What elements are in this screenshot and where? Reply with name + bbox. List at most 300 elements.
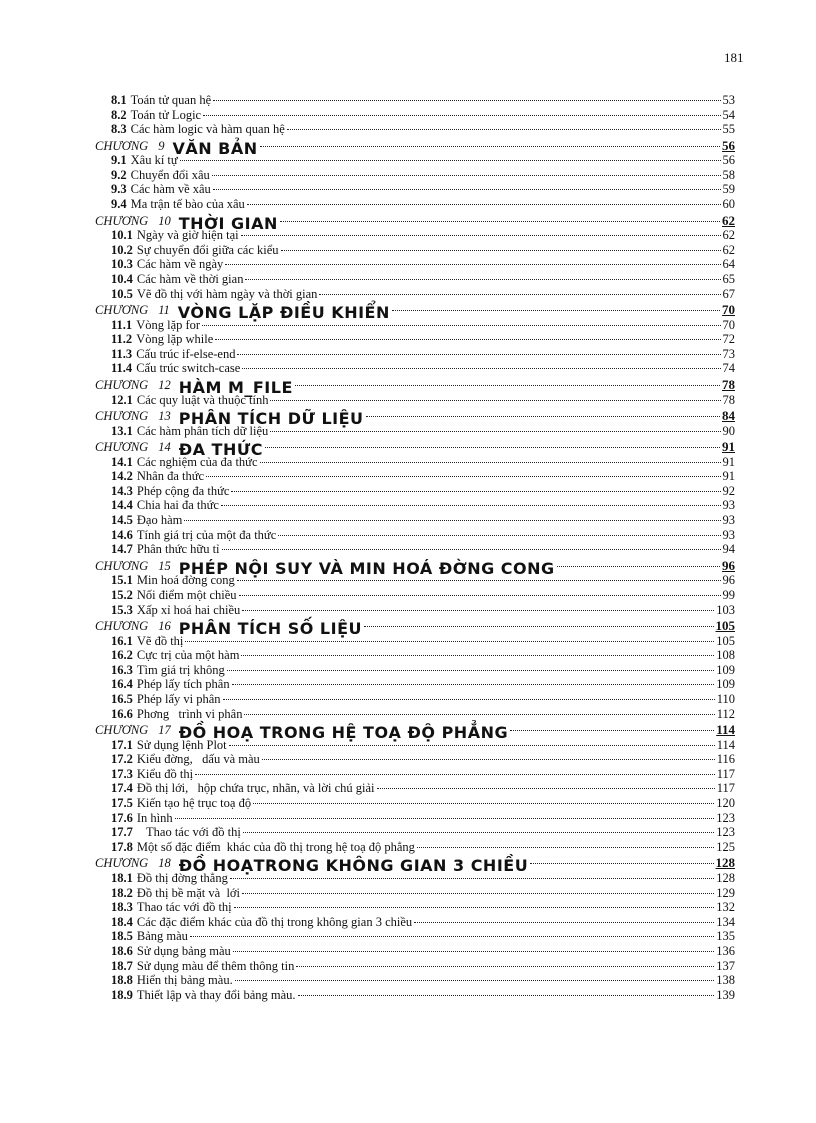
entry-number: 17.4 [111,781,133,796]
entry-heading [111,915,412,930]
toc-entry-row[interactable] [95,108,735,123]
entry-title: Đồ thị lới, hộp chứa trục, nhãn, và lời chú giải [136,781,375,796]
dot-leader [366,416,720,417]
page-ref: 128 [716,870,735,885]
dot-leader [245,279,720,280]
entry-number: 8.1 [111,93,127,107]
entry-number: 18.1 [111,870,133,885]
dot-leader [319,294,720,295]
entry-number: 18.4 [111,914,133,929]
page-ref: 105 [715,618,735,634]
chapter-title: THỜI GIAN [178,213,278,233]
dot-leader [237,580,721,581]
chapter-heading [95,138,258,158]
entry-heading [111,988,296,1003]
page-ref: 78 [722,392,735,407]
page-ref: 84 [722,408,735,424]
entry-heading [111,959,294,974]
chapter-label: CHƯƠNG [95,558,149,573]
page-number: 181 [724,50,744,65]
entry-title: Toán tử quan hệ [130,93,212,107]
toc-entry-row[interactable] [95,915,735,930]
dot-leader [231,491,720,492]
toc-entry-row[interactable] [95,93,735,108]
entry-number: 8.3 [111,122,127,137]
chapter-number: 17 [158,723,171,738]
page-ref: 58 [722,167,735,182]
entry-number: 16.1 [111,633,133,648]
toc-entry-row[interactable] [95,498,735,513]
entry-title: Kiến tạo hệ trục toạ độ [136,796,252,811]
entry-heading [111,634,183,649]
page-ref: 94 [722,542,735,557]
entry-title: Phép lấy vi phân [136,692,221,706]
dot-leader [280,221,720,222]
chapter-label: CHƯƠNG [95,619,149,634]
dot-leader [243,832,714,833]
page-ref: 96 [722,573,735,588]
page-ref: 78 [722,377,735,392]
page-ref: 65 [722,271,735,286]
chapter-number: 10 [158,213,171,228]
chapter-number: 13 [158,409,171,424]
entry-heading [111,900,232,915]
dot-leader [195,774,715,775]
toc-entry-row[interactable] [95,484,735,499]
entry-number: 16.2 [111,648,133,663]
toc-entry-row[interactable] [95,588,735,603]
entry-number: 10.2 [111,242,133,257]
dot-leader [241,655,714,656]
chapter-label: CHƯƠNG [95,723,149,738]
entry-title: Nối điểm một chiều [136,587,237,602]
entry-title: Phép cộng đa thức [136,483,230,498]
page-ref: 123 [716,825,735,840]
dot-leader [364,626,714,627]
toc-chapter-row[interactable] [95,302,735,323]
dot-leader [241,235,721,236]
dot-leader [414,922,714,923]
toc-chapter-row[interactable] [95,439,735,460]
entry-number: 9.3 [111,182,127,197]
dot-leader [281,250,721,251]
dot-leader [260,146,720,147]
entry-number: 14.1 [111,454,133,469]
toc-entry-row[interactable] [95,182,735,197]
toc-chapter-row[interactable] [95,408,735,429]
entry-title: Nhân đa thức [136,469,205,484]
entry-number: 9.2 [111,167,127,182]
page-ref: 92 [722,483,735,498]
entry-title: Cấu trúc if-else-end [136,346,236,361]
entry-number: 17.5 [111,796,133,811]
page-ref: 70 [722,317,735,332]
entry-heading [111,361,240,376]
page-ref: 112 [716,706,735,721]
page-ref: 109 [716,662,735,677]
toc-entry-row[interactable] [95,752,735,767]
entry-heading [111,752,260,767]
toc-entry-row[interactable] [95,692,735,707]
page-ref: 93 [722,498,735,513]
page-ref: 105 [716,633,735,648]
entry-heading [111,944,231,959]
chapter-label: CHƯƠNG [95,138,149,153]
entry-title: Xâu kí tự [130,153,178,168]
chapter-heading [95,618,362,639]
chapter-title: PHÂN TÍCH DỮ LIỆU [178,409,364,429]
toc-entry-row[interactable] [95,168,735,183]
dot-leader [190,936,714,937]
page-ref: 90 [722,423,735,438]
dot-leader [221,505,721,506]
toc-entry-row[interactable] [95,796,735,811]
toc-entry-row[interactable] [95,648,735,663]
toc-entry-row[interactable] [95,347,735,362]
entry-number: 10.5 [111,286,133,301]
page-ref: 70 [722,302,735,318]
chapter-number: 16 [158,619,171,634]
dot-leader [185,641,714,642]
entry-number: 15.2 [111,587,133,602]
page-ref: 62 [722,228,735,243]
toc-entry-row[interactable] [95,886,735,901]
chapter-heading [95,439,263,460]
entry-title: Các nghiệm của đa thức [136,454,258,469]
page-ref: 64 [722,257,735,272]
entry-number: 10.3 [111,257,133,272]
dot-leader [530,863,713,864]
entry-title: Chia hai đa thức [136,498,219,513]
entry-title: Đồ thị đờng thẳng [136,870,228,885]
entry-title: Sử dụng bảng màu [136,943,231,958]
page-ref: 134 [716,914,735,929]
entry-title: Cấu trúc switch-case [136,361,241,376]
entry-number: 17.8 [111,839,133,854]
entry-title: Các hàm logic và hàm quan hệ [130,122,285,137]
page-ref: 138 [716,973,735,988]
page-ref: 114 [716,737,735,752]
chapter-title: HÀM M_FILE [178,378,293,397]
toc-entry-row[interactable] [95,469,735,484]
dot-leader [417,847,714,848]
page-ref: 73 [722,346,735,361]
toc-chapter-row[interactable] [95,557,735,578]
toc-chapter-row[interactable] [95,137,735,158]
page-ref: 137 [716,958,735,973]
entry-title: Tìm giá trị không [136,662,225,677]
chapter-number: 9 [158,138,165,153]
entry-number: 16.4 [111,677,133,692]
entry-heading [111,767,193,782]
entry-title: Các đặc điểm khác của đồ thị trong không gian 3 chiều [136,914,413,929]
dot-leader [235,980,715,981]
entry-heading [111,257,223,272]
page-ref: 72 [722,332,735,347]
toc-chapter-row[interactable] [95,377,735,397]
chapter-number: 15 [158,558,171,573]
toc-chapter-row[interactable] [95,618,735,639]
entry-title: Toán tử Logic [130,107,202,122]
toc-entry-row[interactable] [95,603,735,618]
entry-number: 18.6 [111,943,133,958]
entry-title: Các hàm về xâu [130,182,211,197]
entry-number: 9.1 [111,153,127,168]
toc-entry-row[interactable] [95,677,735,692]
entry-heading [111,498,219,513]
toc-chapter-row[interactable] [95,212,735,233]
toc-chapter-row[interactable] [95,722,735,743]
entry-heading [111,886,240,901]
dot-leader [232,684,715,685]
toc-entry-row[interactable] [95,811,735,826]
dot-leader [244,714,714,715]
entry-title: Các quy luật và thuộc tính [136,392,269,407]
dot-leader [270,431,720,432]
entry-title: Phép lấy tích phân [136,677,230,692]
page-ref: 93 [722,527,735,542]
entry-title: Chuyển đổi xâu [130,167,210,182]
toc-entry-row[interactable] [95,272,735,287]
entry-heading [111,108,201,123]
entry-heading [111,811,173,826]
page-ref: 91 [722,454,735,469]
dot-leader [230,878,714,879]
toc-entry-row[interactable] [95,973,735,988]
page-ref: 93 [722,513,735,528]
toc-entry-row[interactable] [95,988,735,1003]
entry-number: 18.5 [111,929,133,944]
page-ref: 67 [722,286,735,301]
toc-entry-row[interactable] [95,825,735,840]
dot-leader [215,339,720,340]
page-ref: 96 [722,557,735,573]
page-ref: 56 [722,137,735,153]
page-ref: 136 [716,943,735,958]
entry-title: Sử dụng lệnh Plot [136,737,227,752]
toc-entry-row[interactable] [95,287,735,302]
page-ref: 110 [716,692,735,706]
entry-heading [111,677,230,692]
dot-leader [239,595,721,596]
entry-title: Sử dụng màu để thêm thông tin [136,958,295,973]
dot-leader [213,100,720,101]
page-ref: 91 [722,439,735,455]
entry-number: 11.3 [111,346,133,361]
dot-leader [510,730,714,731]
entry-title: Cực trị của một hàm [136,648,240,663]
dot-leader [253,803,714,804]
dot-leader [265,447,720,448]
entry-heading [111,168,210,183]
dot-leader [270,400,720,401]
chapter-heading [95,213,278,233]
entry-number: 18.8 [111,973,133,988]
entry-heading [111,781,375,796]
toc-entry-row[interactable] [95,528,735,543]
page-ref: 139 [716,987,735,1002]
toc-entry-row[interactable] [95,361,735,376]
dot-leader [242,368,720,369]
dot-leader [233,951,714,952]
dot-leader [180,160,721,161]
page-ref: 129 [716,885,735,900]
page-ref: 103 [716,602,735,617]
entry-number: 17.7 [111,825,133,840]
entry-heading [111,197,245,212]
toc-entry-row[interactable] [95,781,735,796]
chapter-number: 18 [158,856,171,871]
entry-number: 13.1 [111,423,133,438]
chapter-title: PHÂN TÍCH SỐ LIỆU [178,619,362,639]
entry-heading [111,796,251,811]
dot-leader [287,129,721,130]
entry-title: Sự chuyển đổi giữa các kiểu [136,242,279,257]
page-ref: 117 [716,766,735,781]
entry-heading [111,272,243,287]
entry-number: 16.6 [111,706,133,721]
entry-title: Xấp xỉ hoá hai chiều [136,602,241,617]
page-ref: 53 [722,93,735,107]
dot-leader [296,966,714,967]
dot-leader [295,385,720,386]
entry-number: 14.6 [111,527,133,542]
entry-number: 8.2 [111,107,127,122]
page-ref: 91 [722,469,735,484]
toc-entry-row[interactable] [95,944,735,959]
entry-number: 17.2 [111,752,133,767]
entry-number: 18.2 [111,885,133,900]
dot-leader [392,310,720,311]
entry-heading [111,588,237,603]
dot-leader [175,818,715,819]
page-ref: 135 [716,929,735,944]
page-ref: 59 [722,182,735,197]
entry-number: 18.3 [111,900,133,915]
chapter-number: 11 [158,303,170,318]
toc-entry-row[interactable] [95,663,735,678]
entry-title: Phơng trình vi phân [136,706,243,721]
toc-entry-row[interactable] [95,257,735,272]
toc-chapter-row[interactable] [95,855,735,876]
page-ref: 108 [716,648,735,663]
chapter-title: ĐỒ HOẠ TRONG HỆ TOẠ ĐỘ PHẲNG [178,723,509,743]
page-ref: 128 [715,855,735,871]
entry-title: Vòng lặp while [136,332,214,347]
entry-heading [111,692,221,707]
entry-heading [111,243,279,258]
entry-title: Các hàm về ngày [136,257,224,272]
page-ref: 116 [716,752,735,767]
entry-heading [111,93,211,108]
entry-heading [111,929,188,944]
toc-entry-row[interactable] [95,513,735,528]
table-of-contents [95,93,735,1002]
dot-leader [212,175,721,176]
toc-entry-row[interactable] [95,542,735,557]
page-ref: 55 [722,122,735,137]
page-ref: 117 [716,781,735,796]
dot-leader [206,476,720,477]
chapter-label: CHƯƠNG [95,303,149,318]
entry-number: 17.6 [111,810,133,825]
page-ref: 60 [722,197,735,212]
entry-heading [111,484,229,499]
dot-leader [222,549,721,550]
page-ref: 125 [716,839,735,854]
entry-title: Đạo hàm [136,513,183,528]
entry-number: 14.7 [111,542,133,557]
toc-entry-row[interactable] [95,243,735,258]
toc-entry-row[interactable] [95,929,735,944]
entry-title: Kiểu đờng, dấu và màu [136,752,260,767]
toc-entry-row[interactable] [95,767,735,782]
toc-entry-row[interactable] [95,840,735,855]
chapter-label: CHƯƠNG [95,409,149,424]
toc-entry-row[interactable] [95,900,735,915]
entry-title: Phân thức hữu tỉ [136,542,220,557]
chapter-title: VĂN BẢN [172,138,258,158]
entry-title: Các hàm phân tích dữ liệu [136,423,269,438]
toc-entry-row[interactable] [95,332,735,347]
entry-number: 10.4 [111,271,133,286]
toc-entry-row[interactable] [95,959,735,974]
entry-number: 11.2 [111,332,133,347]
dot-leader [298,995,715,996]
page-ref: 62 [722,242,735,257]
entry-heading [111,287,317,302]
entry-title: Các hàm về thời gian [136,271,244,286]
entry-title: Ma trận tế bào của xâu [130,197,245,212]
toc-entry-row[interactable] [95,707,735,722]
entry-number: 16.3 [111,662,133,677]
entry-heading [111,825,241,840]
dot-leader [202,325,720,326]
page-ref: 74 [722,361,735,376]
chapter-label: CHƯƠNG [95,440,149,455]
dot-leader [213,189,721,190]
entry-heading [111,707,242,722]
toc-entry-row[interactable] [95,122,735,137]
entry-title: Vẽ đồ thị [136,633,184,648]
page-ref: 54 [722,107,735,122]
entry-title: Một số đặc điểm khác của đồ thị trong hệ toạ độ phẳng [136,839,415,854]
entry-title: Thao tác với đồ thị [136,900,232,915]
dot-leader [247,204,721,205]
entry-number: 14.3 [111,483,133,498]
dot-leader [234,907,715,908]
entry-number: 11.4 [111,361,133,376]
entry-heading [111,347,235,362]
entry-number: 17.1 [111,737,133,752]
chapter-label: CHƯƠNG [95,856,149,871]
chapter-title: ĐA THỨC [178,440,263,460]
dot-leader [223,699,715,700]
entry-heading [111,542,220,557]
chapter-label: CHƯƠNG [95,213,149,228]
chapter-heading [95,855,529,876]
toc-entry-row[interactable] [95,197,735,212]
dot-leader [260,462,721,463]
dot-leader [377,788,715,789]
entry-number: 16.5 [111,692,133,706]
dot-leader [225,264,720,265]
entry-number: 9.4 [111,197,127,212]
entry-title: Thiết lập và thay đổi bảng màu. [136,987,296,1002]
entry-title: Vẽ đồ thị với hàm ngày và thời gian [136,286,318,301]
entry-title: Min hoá đờng cong [136,573,235,588]
entry-title: Hiển thị bảng màu. [136,973,233,988]
